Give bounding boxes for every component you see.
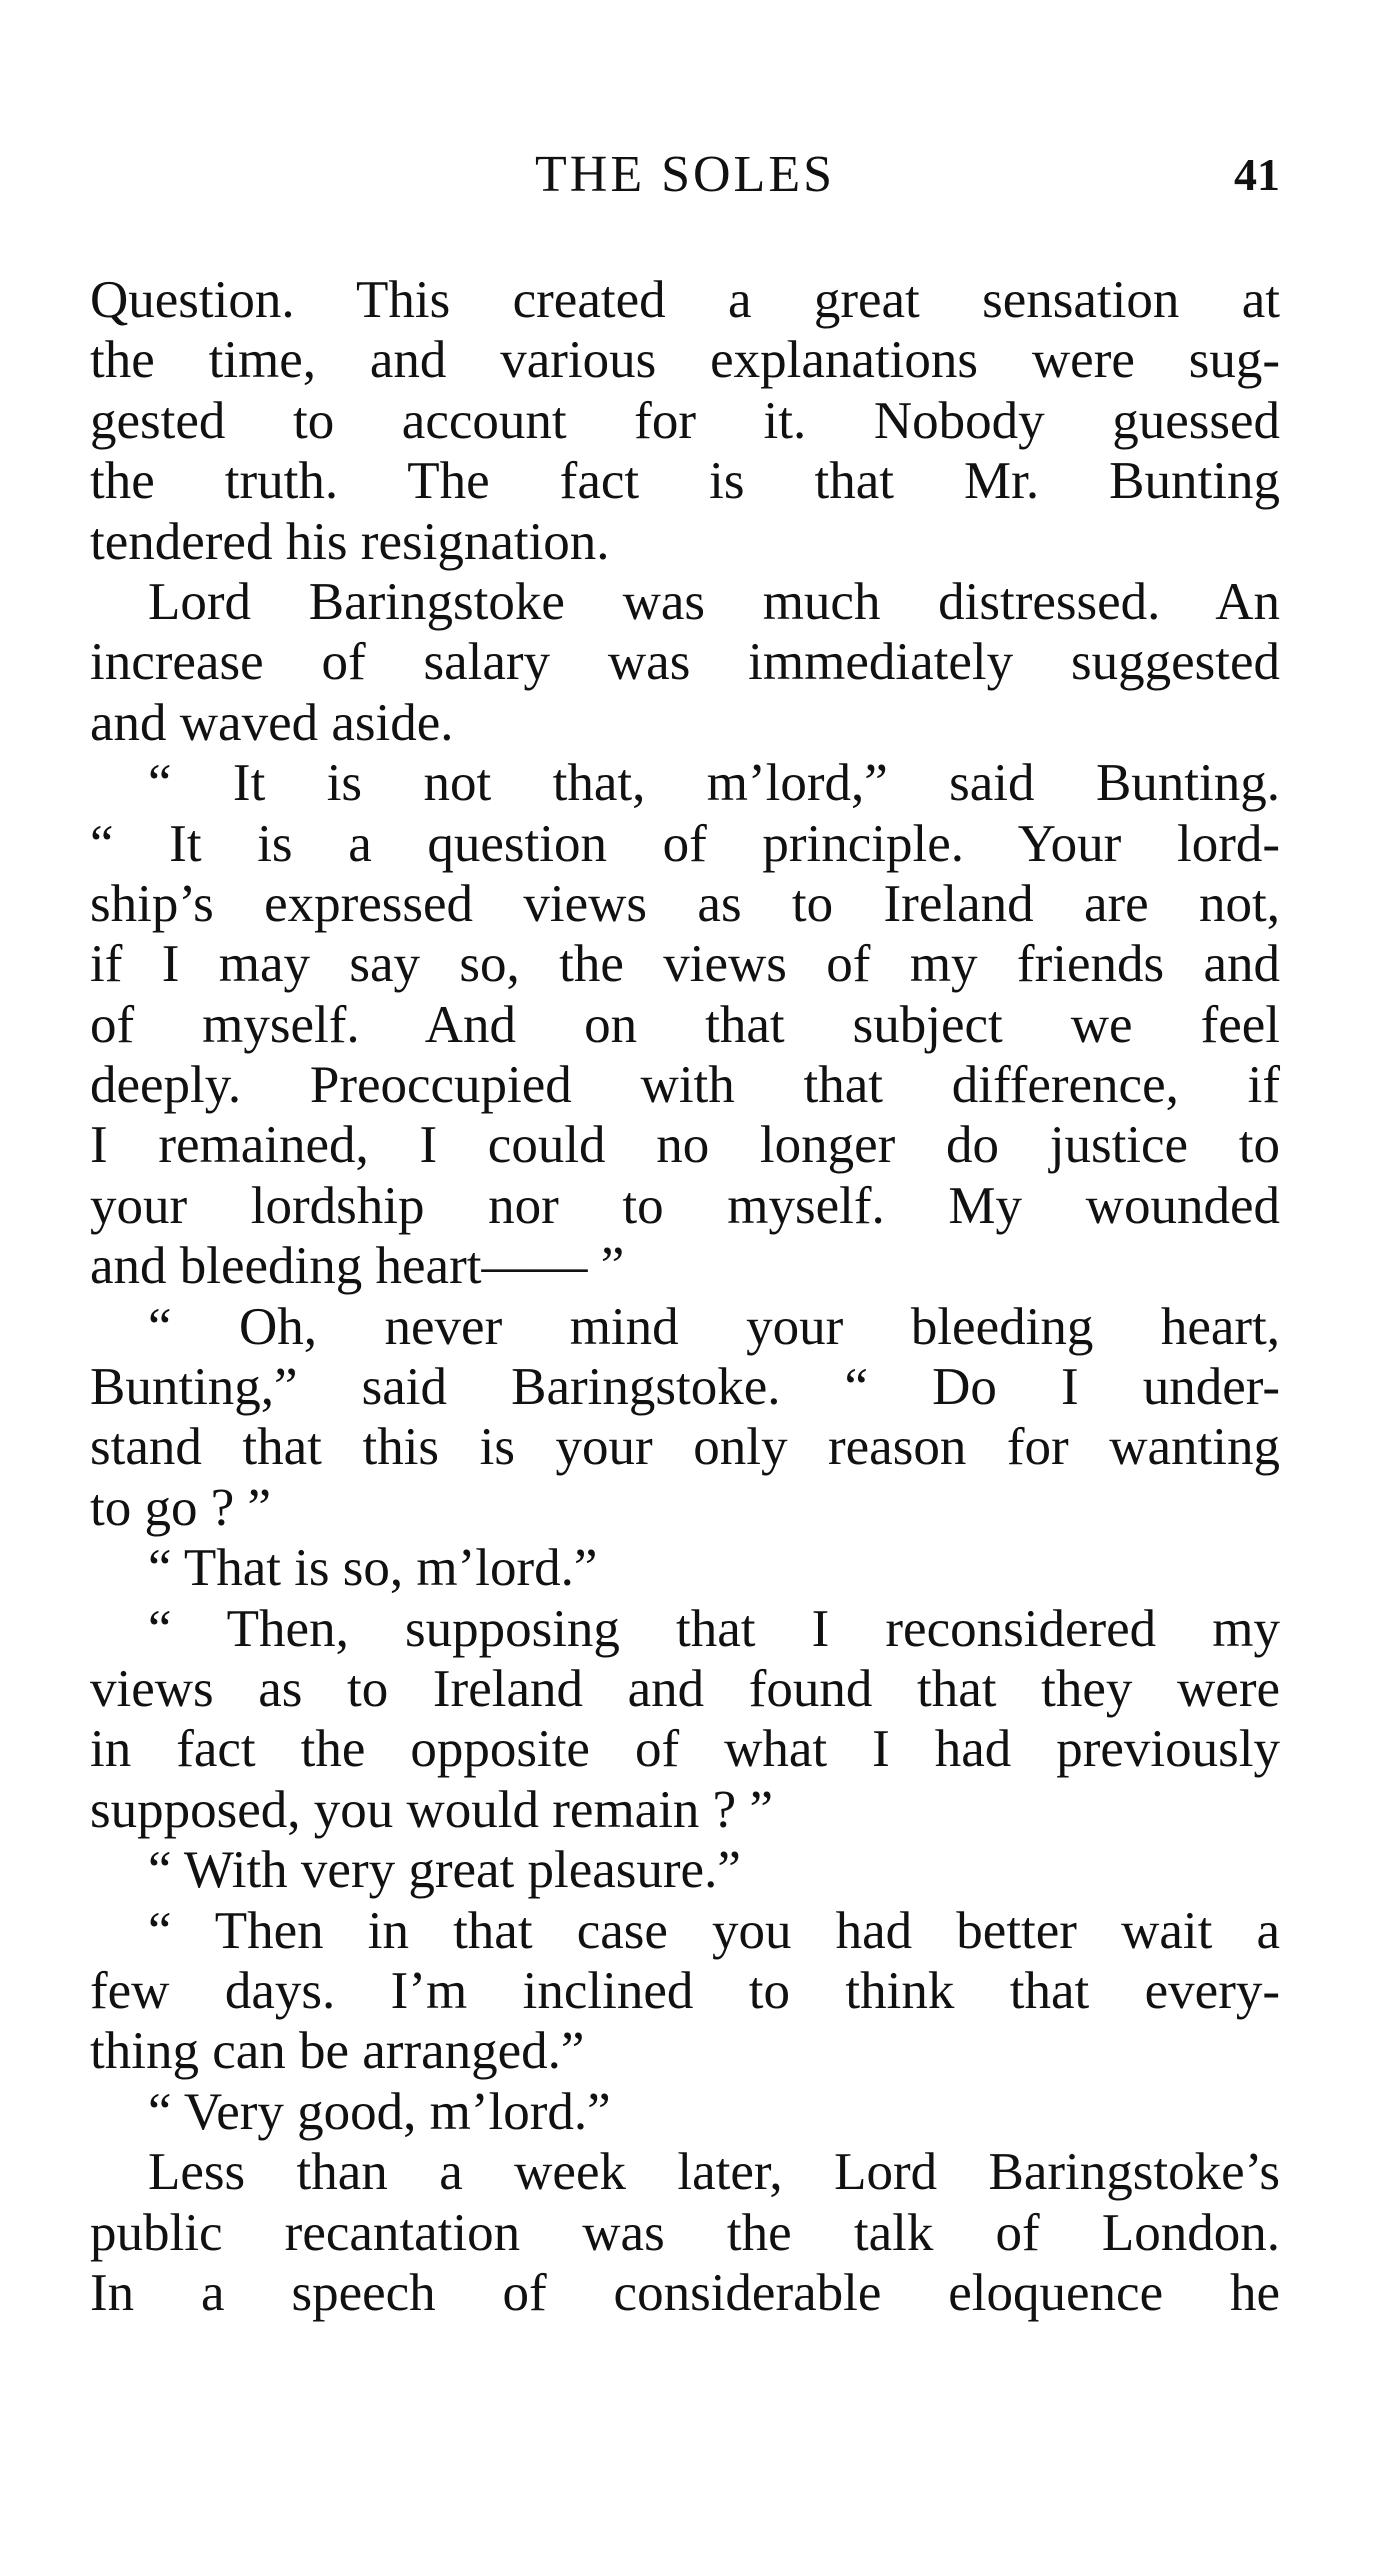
text-line: Less than a week later, Lord Baringstoke’s — [148, 2143, 1280, 2202]
text-line: I remained, I could no longer do justice to — [90, 1116, 1280, 1175]
text-line: deeply. Preoccupied with that difference, if — [90, 1056, 1280, 1115]
body-text — [90, 270, 1280, 2323]
text-line: the time, and various explanations were sug- — [90, 331, 1280, 390]
text-line: Bunting,” said Baringstoke. “ Do I under- — [90, 1358, 1280, 1417]
running-title: THE SOLES — [535, 146, 835, 203]
text-line: “ Oh, never mind your bleeding heart, — [148, 1297, 1280, 1356]
text-line: few days. I’m inclined to think that every- — [90, 1961, 1280, 2020]
text-line: Lord Baringstoke was much distressed. An — [148, 572, 1280, 631]
text-line: to go ? ” — [90, 1478, 272, 1537]
text-line: Question. This created a great sensation at — [90, 271, 1280, 329]
text-line: the truth. The fact is that Mr. Bunting — [90, 452, 1280, 511]
text-line: thing can be arranged.” — [90, 2022, 585, 2081]
text-line: ship’s expressed views as to Ireland are not, — [90, 874, 1280, 933]
text-line: if I may say so, the views of my friends and — [90, 935, 1280, 994]
text-line: stand that this is your only reason for wanting — [90, 1418, 1280, 1477]
text-line: increase of salary was immediately suggested — [90, 633, 1280, 692]
text-line: your lordship nor to myself. My wounded — [90, 1176, 1280, 1235]
text-line: public recantation was the talk of London. — [90, 2203, 1280, 2262]
text-line: “ That is so, m’lord.” — [148, 1539, 598, 1598]
text-line: views as to Ireland and found that they were — [90, 1659, 1280, 1718]
text-line: supposed, you would remain ? ” — [90, 1780, 773, 1839]
text-line: and bleeding heart—— ” — [90, 1237, 625, 1296]
text-line: In a speech of considerable eloquence he — [90, 2263, 1280, 2322]
text-line: “ It is a question of principle. Your lord- — [90, 814, 1280, 873]
page-number: 41 — [1234, 149, 1280, 200]
text-line: “ It is not that, m’lord,” said Bunting. — [148, 754, 1280, 813]
text-line: “ With very great pleasure.” — [148, 1841, 741, 1900]
text-line: and waved aside. — [90, 693, 454, 752]
text-line: tendered his resignation. — [90, 512, 610, 571]
text-line: of myself. And on that subject we feel — [90, 995, 1280, 1054]
text-line: “ Then, supposing that I reconsidered my — [148, 1599, 1280, 1658]
text-line: gested to account for it. Nobody guessed — [90, 391, 1280, 450]
text-line: “ Then in that case you had better wait a — [148, 1901, 1280, 1960]
running-head — [90, 140, 1280, 210]
text-line: “ Very good, m’lord.” — [148, 2082, 611, 2141]
text-line: in fact the opposite of what I had previously — [90, 1720, 1280, 1779]
